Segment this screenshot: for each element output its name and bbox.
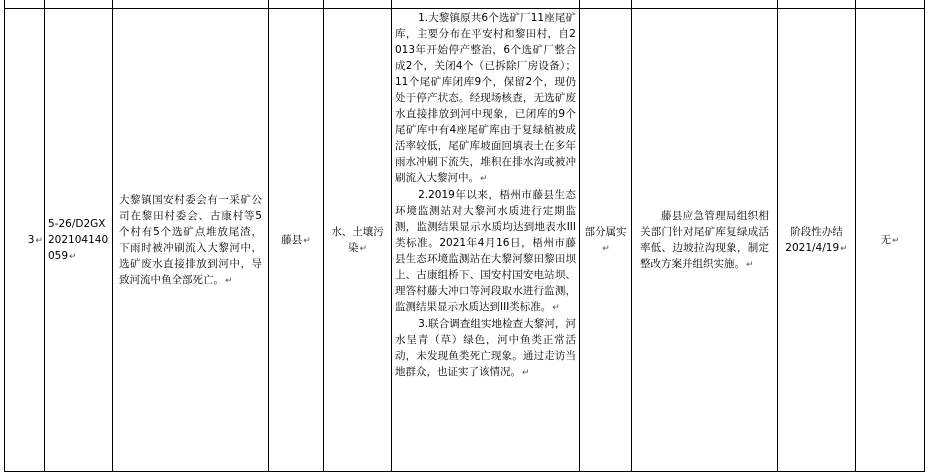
investigation-findings-cell bbox=[392, 9, 580, 472]
finding-paragraph: 1.大黎镇原共6个选矿厂11座尾矿库，主要分布在平安村和黎田村，自2013年开始停产整治，6个选矿厂整合成2个，关闭4个（已拆除厂房设备）；11个尾矿库闭库9个，保留2个，现仍处于停产状态。经现场核查，无选矿废水直接排放到河中现象，已闭库的9个尾矿库中有4座尾矿库由于复绿植被成活率较低，尾矿库坡面回填表土在多年雨水冲刷下流失，堆积在排水沟或被冲刷流入大黎河中。↵ bbox=[395, 12, 576, 184]
accountability: 无 bbox=[880, 233, 891, 246]
county-cell bbox=[269, 9, 324, 472]
rectification-measures-cell bbox=[632, 9, 778, 472]
complaint-content-cell bbox=[113, 9, 269, 472]
status-cell bbox=[778, 9, 856, 472]
paragraph-mark: ↵ bbox=[35, 235, 43, 246]
table-row bbox=[5, 9, 925, 472]
finding-paragraph: 3.联合调查组实地检查大黎河，河水呈青（草）绿色，河中鱼类正常活动，未发现鱼类死亡现象。通过走访当地群众，也证实了该情况。↵ bbox=[395, 318, 576, 378]
accountability-cell bbox=[856, 9, 925, 472]
county: 藤县 bbox=[281, 233, 303, 246]
case-code: 5-26/D2GX202104140059 bbox=[48, 217, 109, 262]
finding-paragraph: 2.2019年以来，梧州市藤县生态环境监测站对大黎河水质进行定期监测，监测结果显示水质均达到地表水III类标准。2021年4月16日，梧州市藤县生态环境监测站在大黎河黎田黎田坝上、古康组桥下、国安村国安电站坝、理答村藤大冲口等河段取水进行监测，监测结果显示水质达到III类标准。↵ bbox=[395, 189, 576, 313]
rectification-measures: 藤县应急管理局组织相关部门针对尾矿库复绿成活率低、边坡拉沟现象，制定整改方案并组织实施。 bbox=[640, 209, 769, 270]
paragraph-mark: ↵ bbox=[602, 243, 610, 254]
pollution-category-cell bbox=[324, 9, 392, 472]
row-index: 3 bbox=[27, 233, 35, 246]
paragraph-mark: ↵ bbox=[225, 275, 233, 286]
paragraph-mark: ↵ bbox=[746, 259, 754, 270]
complaint-table bbox=[4, 0, 925, 472]
paragraph-mark: ↵ bbox=[840, 243, 848, 254]
complaint-content: 大黎镇国安村委会有一采矿公司在黎田村委会、古康村等5个村有5个选矿点堆放尾渣，下雨时被冲刷流入大黎河中，选矿废水直接排放到河中，导致河流中鱼全部死亡。 bbox=[119, 193, 262, 286]
paragraph-mark: ↵ bbox=[891, 235, 900, 246]
paragraph-mark: ↵ bbox=[69, 251, 77, 262]
paragraph-mark: ↵ bbox=[359, 243, 368, 254]
status-date: 2021/4/19 bbox=[785, 241, 840, 254]
status: 阶段性办结 bbox=[790, 225, 843, 238]
verdict-cell bbox=[580, 9, 632, 472]
paragraph-mark: ↵ bbox=[303, 235, 311, 246]
row-index-cell bbox=[5, 9, 45, 472]
case-code-cell bbox=[45, 9, 113, 472]
verdict: 部分属实 bbox=[584, 225, 627, 238]
pollution-category: 水、土壤污染 bbox=[331, 225, 384, 254]
previous-row-remnant bbox=[5, 0, 925, 9]
